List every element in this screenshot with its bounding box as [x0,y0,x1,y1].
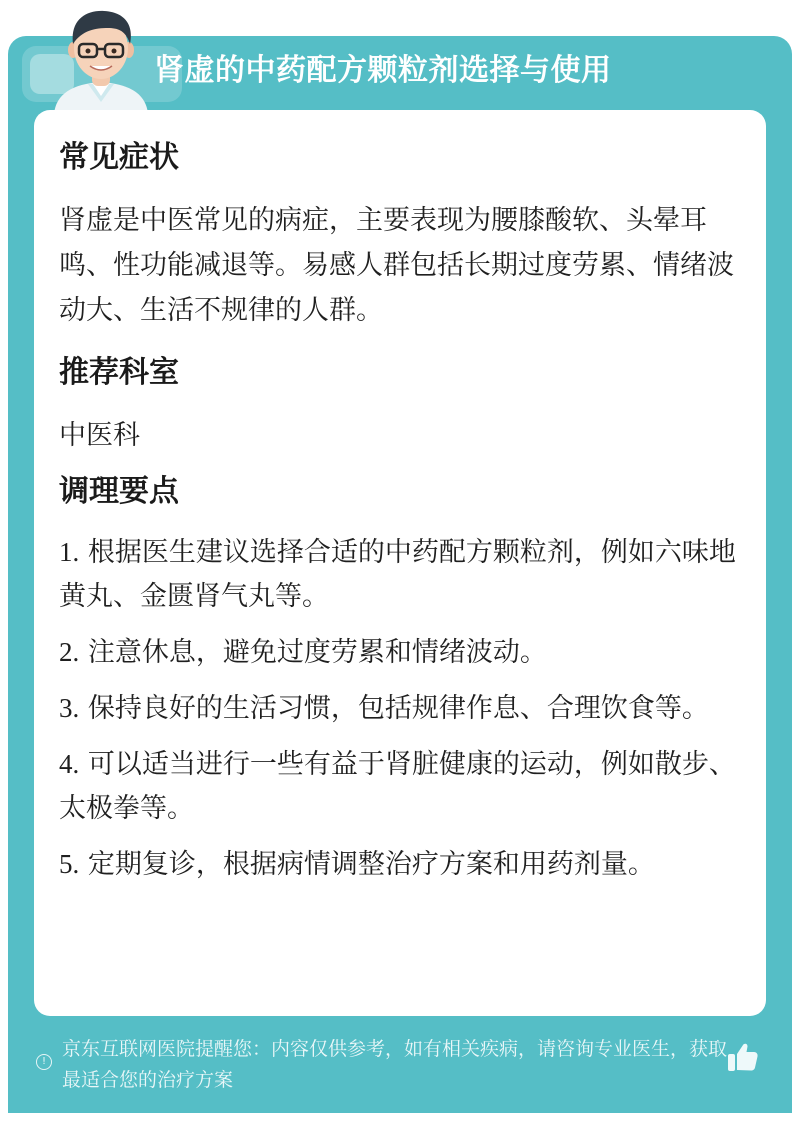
list-number: 4. [59,749,80,779]
list-text: 注意休息，避免过度劳累和情绪波动。 [87,637,547,668]
list-text: 可以适当进行一些有益于肾脏健康的运动，例如散步、太极拳等。 [59,749,736,824]
list-item [59,630,742,675]
symptoms-text: 肾虚是中医常见的病症，主要表现为腰膝酸软、头晕耳鸣、性功能减退等。易感人群包括长期过度劳累、情绪波动大、生活不规律的人群。 [59,205,734,326]
list-text: 定期复诊，根据病情调整治疗方案和用药剂量。 [87,849,655,880]
department-text: 中医科 [59,420,140,451]
doctor-avatar [46,6,156,114]
list-item [59,742,742,831]
page-title: 肾虚的中药配方颗粒剂选择与使用 [154,53,612,88]
list-number: 5. [59,849,80,879]
list-number: 3. [59,693,80,723]
section-title-care: 调理要点 [59,474,179,509]
footer-text: 京东互联网医院提醒您：内容仅供参考，如有相关疾病，请咨询专业医生，获取最适合您的治疗方案 [62,1038,728,1091]
section-title-symptoms: 常见症状 [59,140,179,175]
list-item [59,686,742,731]
section-title-department: 推荐科室 [59,355,179,390]
list-number: 1. [59,537,80,567]
list-number: 2. [59,637,80,667]
content-card [34,110,766,1016]
list-item [59,842,742,887]
thumbs-up-icon[interactable] [726,1040,760,1074]
list-item [59,530,742,619]
list-text: 保持良好的生活习惯，包括规律作息、合理饮食等。 [87,693,709,724]
footer-disclaimer [36,1034,756,1098]
list-text: 根据医生建议选择合适的中药配方颗粒剂，例如六味地黄丸、金匮肾气丸等。 [59,537,736,612]
care-list [59,530,742,887]
info-icon: ! [36,1054,52,1070]
